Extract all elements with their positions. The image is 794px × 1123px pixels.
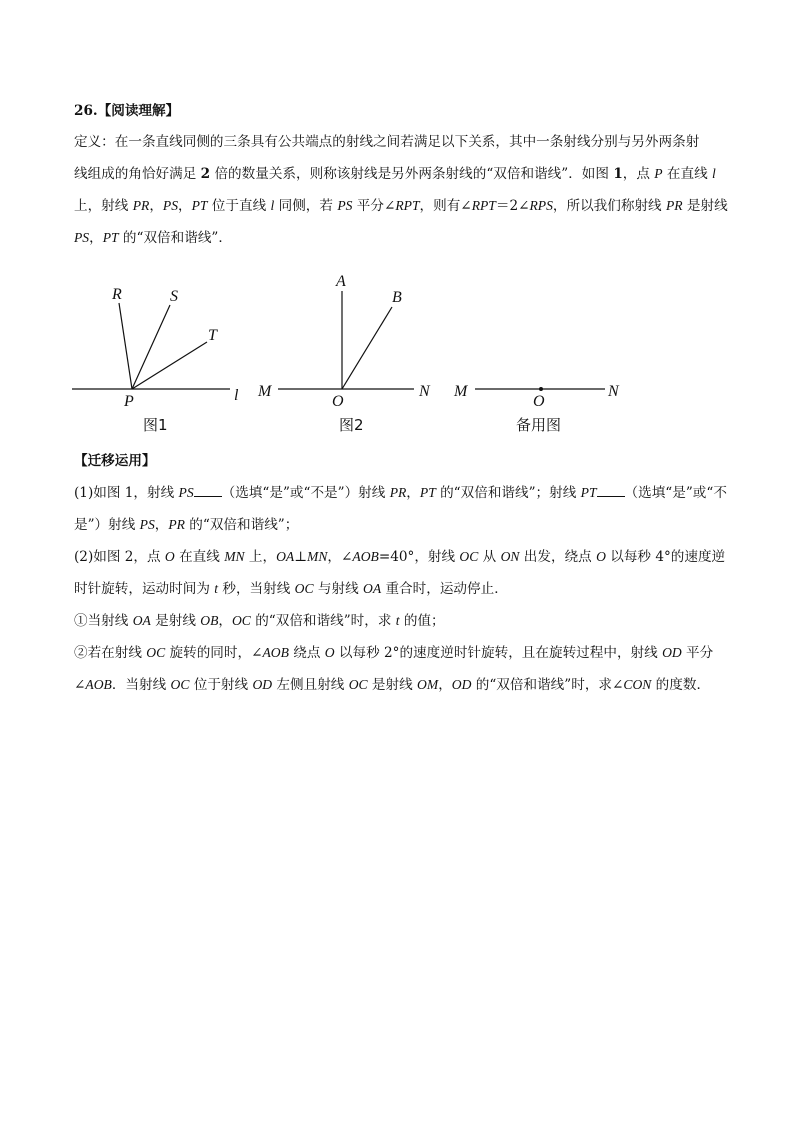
text: 倍的数量关系，则称该射线是另外两条射线的“双倍和谐线”．如图: [210, 166, 614, 182]
text: 出发，绕点: [519, 549, 597, 565]
text: RPS: [529, 198, 553, 213]
text: ，点: [622, 166, 655, 182]
label-N-spare: N: [608, 383, 619, 400]
text: ，所以我们称射线: [552, 198, 666, 214]
text: OC: [294, 581, 314, 596]
caption-fig2: 图2: [339, 416, 364, 434]
text: 绕点: [288, 645, 325, 661]
text: AOB: [85, 677, 112, 692]
label-N: N: [419, 383, 430, 400]
text: ，∠: [327, 549, 353, 565]
text: OC: [146, 645, 166, 660]
text: （选填“是”或“不是”）射线: [221, 485, 390, 501]
text: 平分∠: [352, 198, 396, 214]
answer-blank-1[interactable]: [194, 483, 222, 497]
text: OC: [459, 549, 479, 564]
text: 时针旋转，运动时间为: [74, 581, 215, 597]
text: PS: [74, 230, 90, 245]
text: PR: [132, 198, 150, 213]
text: 同侧，若: [274, 198, 338, 214]
text: 位于直线: [207, 198, 271, 214]
label-l: l: [234, 387, 239, 404]
text: 在直线: [662, 166, 713, 182]
text: OD: [252, 677, 273, 692]
text: t: [395, 613, 400, 628]
text: PT: [419, 485, 436, 500]
text: ，: [178, 198, 192, 214]
part-2-1: [74, 611, 734, 631]
label-P: P: [124, 393, 134, 410]
caption-spare: 备用图: [516, 416, 562, 434]
text: PS: [337, 198, 353, 213]
text: t: [214, 581, 219, 596]
text: 平分: [681, 645, 714, 661]
text: ⊥: [294, 549, 308, 565]
text: 的度数．: [651, 677, 711, 693]
text: =40°，射线: [378, 549, 460, 565]
text: 的“双倍和谐线”；射线: [435, 485, 581, 501]
text: OC: [170, 677, 190, 692]
part-2-line-1: [74, 547, 734, 567]
text: O: [324, 645, 335, 660]
text: OD: [662, 645, 682, 660]
text: 旋转的同时，∠: [165, 645, 263, 661]
text: 的“双倍和谐线”时，求∠: [471, 677, 624, 693]
text: PR: [168, 517, 185, 532]
text: PT: [580, 485, 597, 500]
text: 以每秒 2°的速度逆时针旋转，且在旋转过程中，射线: [334, 645, 663, 661]
text: ①当射线: [74, 613, 133, 629]
text: 的“双倍和谐线”时，求: [250, 613, 396, 629]
text: RPT: [395, 198, 420, 213]
text: 是”）射线: [74, 517, 140, 533]
text: OD: [451, 677, 472, 692]
label-M-spare: M: [454, 383, 468, 400]
label-B: B: [392, 289, 402, 306]
text: 1: [613, 166, 623, 182]
text: 是射线: [367, 677, 418, 693]
text: 重合时，运动停止．: [381, 581, 508, 597]
text: ，: [154, 517, 169, 533]
text: CON: [623, 677, 652, 692]
ray-OB: [342, 307, 392, 389]
section-transfer: [74, 451, 734, 471]
text: P: [654, 166, 663, 181]
text: PT: [102, 230, 119, 245]
text: ON: [500, 549, 520, 564]
text: OA: [363, 581, 382, 596]
figure-spare: [453, 383, 620, 434]
text: 2: [200, 166, 211, 182]
text: OA: [132, 613, 151, 628]
text: 在直线: [174, 549, 225, 565]
label-A: A: [336, 273, 346, 290]
text: ．当射线: [111, 677, 171, 693]
text: 定义：在一条直线同侧的三条具有公共端点的射线之间若满足以下关系，其中一条射线分别与另外两条射: [74, 134, 700, 150]
text: PS: [162, 198, 179, 213]
part-1-line-1: [74, 483, 734, 503]
answer-blank-2[interactable]: [597, 483, 625, 497]
section-reading: 【阅读理解】: [97, 103, 180, 119]
text: ，: [149, 198, 163, 214]
text: ，: [89, 230, 103, 246]
part-2-2-line-2: [74, 675, 734, 695]
part-2-line-2: [74, 579, 734, 599]
text: PS: [139, 517, 155, 532]
text: PR: [665, 198, 683, 213]
text: 上，射线: [74, 198, 133, 214]
text: (2)如图 2，点: [74, 549, 165, 565]
text: O: [164, 549, 175, 564]
text: 位于射线: [189, 677, 253, 693]
text: 上，: [244, 549, 277, 565]
text: ②若在射线: [74, 645, 147, 661]
text: AOB: [262, 645, 289, 660]
text: AOB: [352, 549, 379, 564]
label-R: R: [112, 286, 122, 303]
label-S: S: [170, 288, 178, 305]
text: 从: [478, 549, 501, 565]
label-M: M: [258, 383, 272, 400]
figure-1: [72, 286, 239, 434]
text: 以每秒 4°的速度逆: [605, 549, 726, 565]
text: MN: [307, 549, 328, 564]
text: PR: [389, 485, 407, 500]
figure-2: [257, 273, 431, 434]
text: ，: [406, 485, 420, 501]
text: OC: [348, 677, 368, 692]
question-number: 26.: [74, 103, 98, 119]
part-2-2-line-1: [74, 643, 734, 663]
text: ，: [438, 677, 452, 693]
ray-PR: [119, 303, 132, 389]
text: 的“双倍和谐线”．: [118, 230, 232, 246]
text: O: [596, 549, 606, 564]
part-1-line-2: [74, 515, 734, 535]
text: 是射线: [682, 198, 728, 214]
text: RPT: [471, 198, 496, 213]
text: 是射线: [150, 613, 201, 629]
label-T: T: [208, 327, 217, 344]
text: l: [270, 198, 275, 213]
text: 与射线: [313, 581, 363, 597]
text: ，则有∠: [419, 198, 472, 214]
text: 线组成的角恰好满足: [74, 166, 201, 182]
text: （选填“是”或“不: [624, 485, 727, 501]
text: 左侧且射线: [272, 677, 349, 693]
text: (1)如图 1，射线: [74, 485, 179, 501]
text: 的值；: [399, 613, 445, 629]
text: 秒，当射线: [218, 581, 295, 597]
text: ＝2∠: [495, 198, 530, 214]
text: ∠: [74, 677, 86, 693]
text: PS: [178, 485, 194, 500]
text: ，: [218, 613, 232, 629]
text: OC: [231, 613, 251, 628]
point-O: [539, 387, 543, 391]
label-O: O: [332, 393, 344, 410]
text: OB: [200, 613, 219, 628]
text: 的“双倍和谐线”；: [184, 517, 299, 533]
text: OM: [417, 677, 439, 692]
text: PT: [191, 198, 208, 213]
text: MN: [224, 549, 245, 564]
label-O-spare: O: [533, 393, 545, 410]
text: l: [712, 166, 716, 181]
text: 【迁移运用】: [74, 453, 156, 469]
text: OA: [276, 549, 295, 564]
caption-fig1: 图1: [143, 416, 168, 434]
